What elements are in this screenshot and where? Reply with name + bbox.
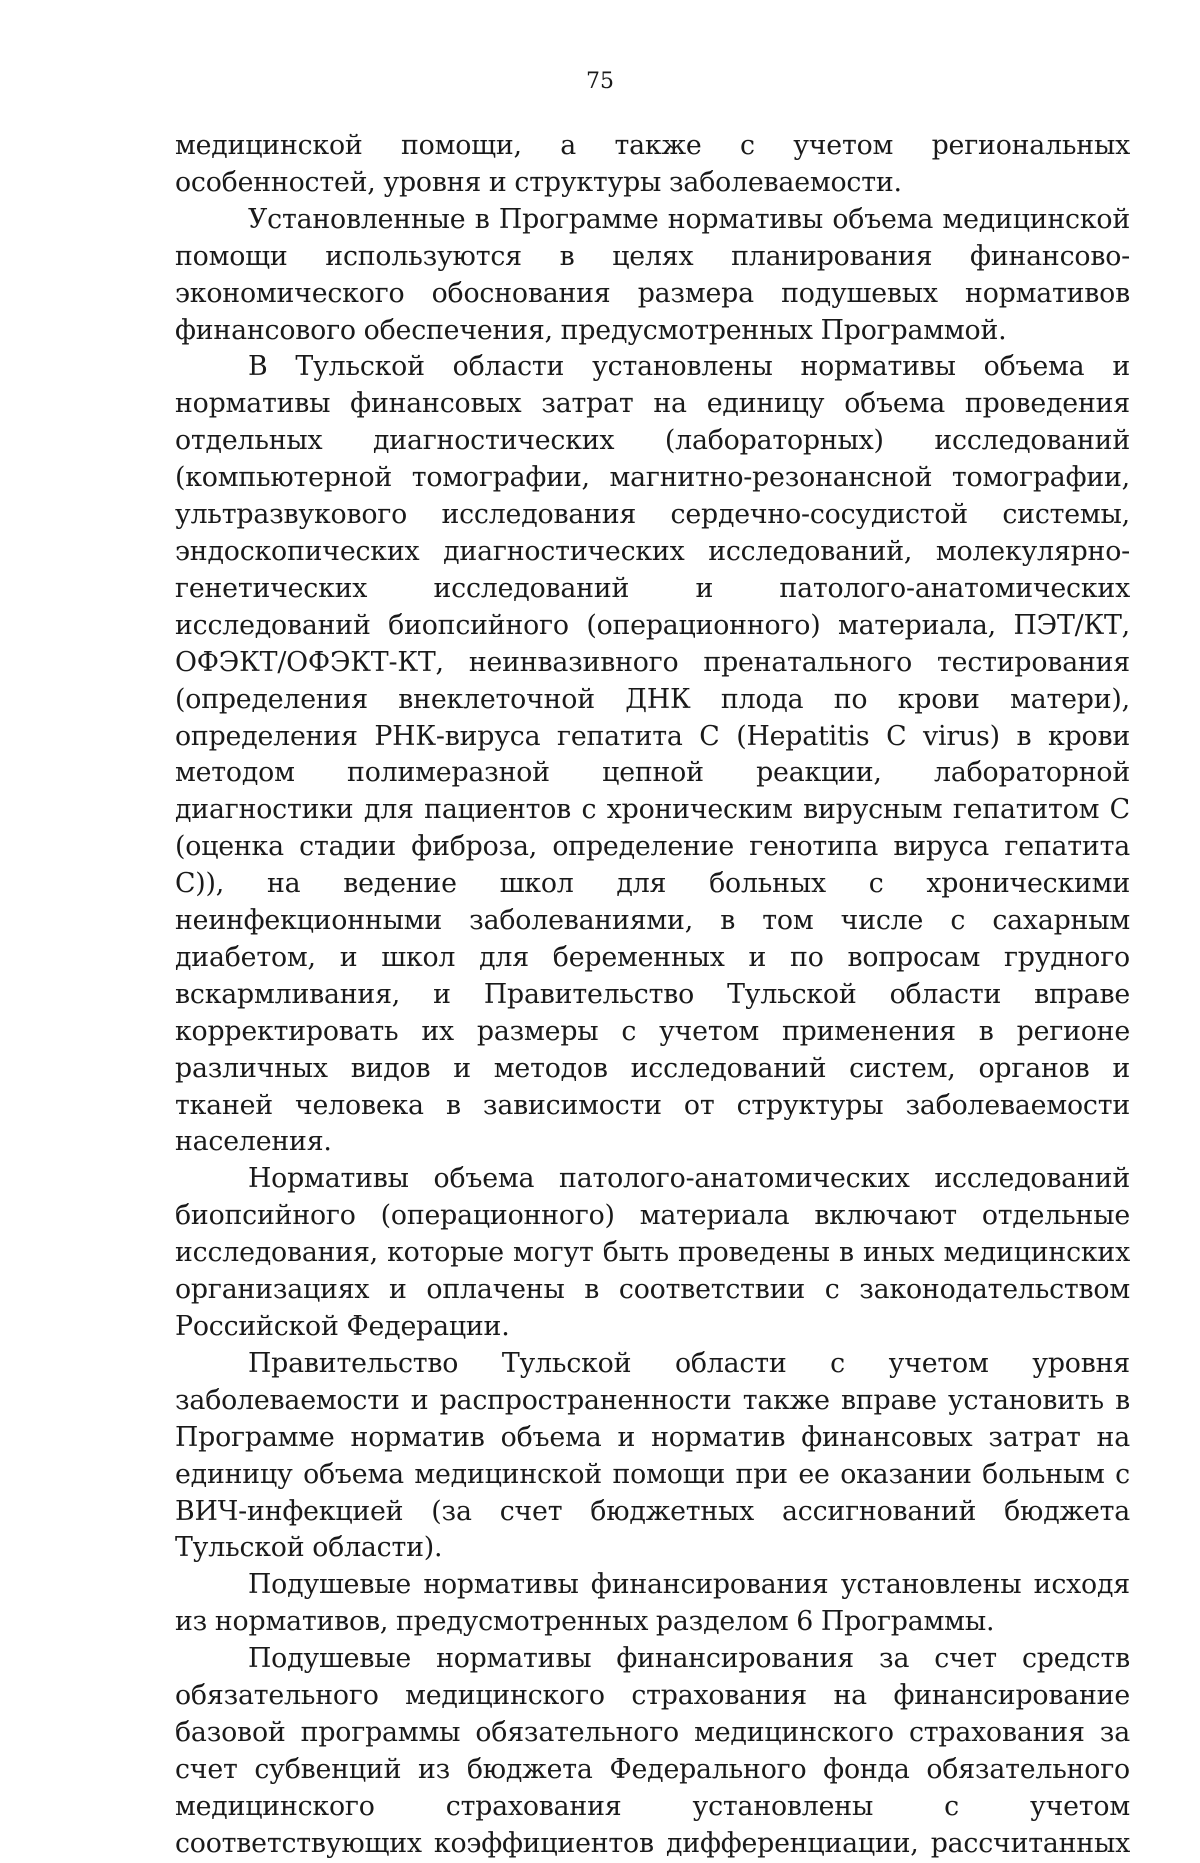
paragraph: Правительство Тульской области с учетом уровня заболеваемости и распространенности также вправе установить в Программе норматив объема и норматив финансовых затрат на единицу объема медицинской помощи при ее оказании больным с ВИЧ-инфекцией (за счет бюджетных ассигнований бюджета Тульской области).	[175, 1347, 1130, 1564]
paragraph: Подушевые нормативы финансирования установлены исходя из нормативов, предусмотренных разделом 6 Программы.	[175, 1569, 1130, 1638]
paragraph: Установленные в Программе нормативы объема медицинской помощи используются в целях планирования финансово-экономического обоснования размера подушевых нормативов финансового обеспечения, предусмотренных Программой.	[175, 203, 1130, 346]
page-number: 75	[586, 69, 614, 94]
paragraph: Нормативы объема патолого-анатомических исследований биопсийного (операционного) материала включают отдельные исследования, которые могут быть проведены в иных медицинских организациях и оплачены в соответствии с законодательством Российской Федерации.	[175, 1163, 1130, 1342]
paragraph: В Тульской области установлены нормативы объема и нормативы финансовых затрат на единицу объема проведения отдельных диагностических (лабораторных) исследований (компьютерной томографии, магнитно-резонансной томографии, ультразвукового исследования сердечно-сосудистой системы, эндоскопических диагностических исследований, молекулярно-генетических исследований и патолого-анатомических исследований биопсийного (операционного) материала, ПЭТ/КТ, ОФЭКТ/ОФЭКТ-КТ, неинвазивного пренатального тестирования (определения внеклеточной ДНК плода по крови матери), определения РНК-вируса гепатита C (Hepatitis C virus) в крови методом полимеразной цепной реакции, лабораторной диагностики для пациентов с хроническим вирусным гепатитом C (оценка стадии фиброза, определение генотипа вируса гепатита C)), на ведение школ для больных с хроническими неинфекционными заболеваниями, в том числе с сахарным диабетом, и школ для беременных и по вопросам грудного вскармливания, и Правительство Тульской области вправе корректировать их размеры с учетом применения в регионе различных видов и методов исследований систем, органов и тканей человека в зависимости от структуры заболеваемости населения.	[175, 351, 1130, 1158]
paragraph-continued: медицинской помощи, а также с учетом региональных особенностей, уровня и структуры заболеваемости.	[175, 130, 1130, 198]
paragraph-truncated: Подушевые нормативы финансирования за счет средств обязательного медицинского страхования на финансирование базовой программы обязательного медицинского страхования за счет субвенций из бюджета Федерального фонда обязательного медицинского страхования установлены с учетом соответствующих коэффициентов дифференциации, рассчитанных	[175, 1643, 1130, 1859]
body-text	[175, 128, 1130, 1863]
